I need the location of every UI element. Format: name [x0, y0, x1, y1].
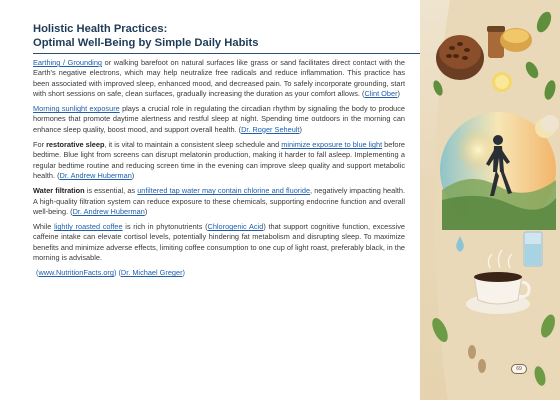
sleep-mid: , it is vital to maintain a consistent sleep schedule and	[104, 140, 282, 150]
earthing-link[interactable]: Earthing / Grounding	[33, 58, 102, 67]
sunlight-end: )	[299, 124, 302, 134]
water-mid: is essential, as	[84, 186, 138, 196]
illustration-svg	[420, 0, 560, 400]
wellness-illustration	[420, 0, 560, 400]
sunlight-text: plays a crucial role in regulating the circadian rhythm by signaling the body to produce hormones that promote daytime alertness and restful sleep at night. Spending time outdoors in the morning can enhance sleep quality, boost mood, and support overall health. (	[33, 104, 405, 134]
sleep-text: before bedtime. Blue light from screens can disrupt melatonin production, making it harder to fall asleep. Implementing a regular bedtime routine and reducing screen time in the evening can improve sleep quality and support metabolic health. (	[33, 140, 405, 180]
title-line-1: Holistic Health Practices:	[33, 23, 168, 35]
title-divider	[33, 53, 421, 54]
sunlight-link[interactable]: Morning sunlight exposure	[33, 104, 120, 114]
greger-link[interactable]: Dr. Michael Greger	[120, 268, 183, 278]
earthing-ref-link[interactable]: Clint Ober	[364, 88, 398, 98]
sleep-pre: For	[33, 140, 47, 150]
sleep-paragraph	[33, 140, 405, 181]
sleep-end: )	[131, 170, 135, 180]
water-text: , negatively impacting health. A high-quality filtration system can reduce exposure to these chemicals, supporting endocrine function and overall well-being. (	[33, 186, 405, 216]
page-title	[33, 22, 405, 50]
coffee-paragraph	[33, 222, 405, 263]
water-bold: Water filtration	[33, 186, 85, 196]
sunlight-ref-link[interactable]: Dr. Roger Seheult	[241, 124, 300, 134]
sleep-ref-link[interactable]: Dr. Andrew Huberman	[59, 170, 132, 180]
chlorogenic-acid-link[interactable]: Chlorogenic Acid	[207, 222, 264, 232]
earthing-end: )	[397, 88, 400, 98]
title-line-2: Optimal Well-Being by Simple Daily Habits	[33, 37, 259, 49]
coffee-link[interactable]: lightly roasted coffee	[54, 222, 123, 232]
text-column	[33, 22, 405, 277]
coffee-pre: While	[33, 222, 55, 232]
sunlight-paragraph	[33, 104, 405, 135]
water-paragraph	[33, 186, 405, 217]
refs-close-2: )	[182, 268, 185, 278]
lemon-slice-icon	[492, 72, 512, 92]
earthing-text: or walking barefoot on natural surfaces like grass or sand facilitates direct contact with the Earth's negative electrons, which may help neutralize free radicals and reduce inflammation. This practice has been associated with improved sleep, enhanced mood, and decreased pain. To safely incorporate grounding, start with short sessions on safe, clean surfaces, gradually increasing the duration as your comfort allows. (	[33, 58, 405, 98]
water-glass-icon	[524, 232, 542, 266]
water-end: )	[144, 206, 148, 216]
coffee-text: ) that support cognitive function, excessive caffeine intake can elevate cortisol levels, potentially hindering fat metabolism and disrupting sleep. To maximize benefits and minimize adverse effects, limiting coffee consumption to one cup of light roast, preferably black, in the morning is advisable.	[33, 222, 405, 263]
earthing-paragraph	[33, 58, 405, 99]
references-line	[36, 268, 405, 277]
water-ref-link[interactable]: Dr. Andrew Huberman	[72, 206, 145, 216]
coffee-mid: is rich in phytonutrients (	[122, 222, 208, 232]
refs-close-1: ) (	[113, 268, 121, 278]
honey-bowl-icon	[500, 28, 532, 52]
refs-open: (	[36, 268, 39, 278]
sleep-bold: restorative sleep	[46, 140, 105, 150]
nutritionfacts-link[interactable]: www.NutritionFacts.org	[38, 268, 114, 278]
blue-light-link[interactable]: minimize exposure to blue light	[281, 140, 383, 150]
tap-water-link[interactable]: unfiltered tap water may contain chlorine and fluoride	[137, 186, 311, 196]
page-number-badge: 69	[511, 364, 527, 374]
